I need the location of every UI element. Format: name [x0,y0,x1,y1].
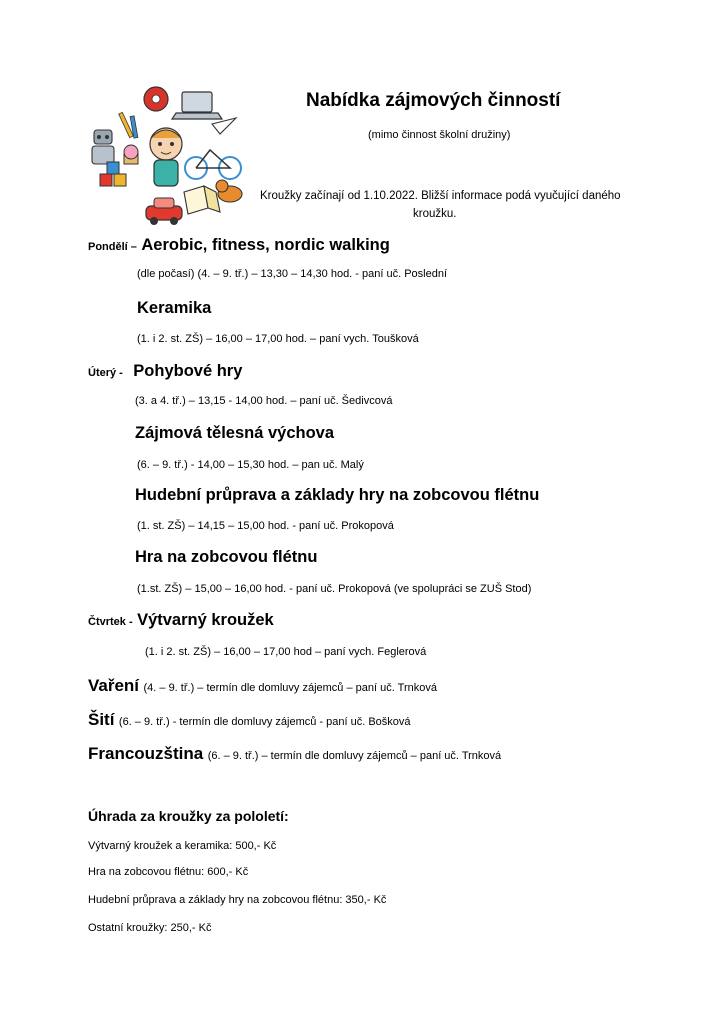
activity-detail: (6. – 9. tř.) – termín dle domluvy zájemců – paní uč. Trnková [207,750,502,762]
activity-title-ceramics: Keramika [137,299,212,317]
info-text-line2: kroužku. [413,208,457,220]
boy-icon [150,128,182,186]
activity-detail: (1. i 2. st. ZŠ) – 16,00 – 17,00 hod. – paní vych. Toušková [137,333,419,345]
page-title: Nabídka zájmových činností [306,90,561,111]
laptop-icon [172,92,222,119]
activity-sewing [88,710,411,730]
paper-plane-icon [212,118,236,134]
activity-detail: (3. a 4. tř.) – 13,15 - 14,00 hod. – paní uč. Šedivcová [135,395,393,407]
activity-games [88,362,242,381]
payment-line: Výtvarný kroužek a keramika: 500,- Kč [88,840,277,852]
activity-detail: (1. st. ZŠ) – 14,15 – 15,00 hod. - paní uč. Prokopová [137,520,394,532]
activity-title: Francouzština [88,744,204,763]
activity-detail: (1. i 2. st. ZŠ) – 16,00 – 17,00 hod – paní vych. Feglerová [145,646,427,658]
activity-french [88,744,501,764]
payment-line: Ostatní kroužky: 250,- Kč [88,922,212,934]
day-label-monday: Pondělí – [88,241,137,253]
dog-icon [216,180,242,202]
activity-title-music: Hudební průprava a základy hry na zobcovou flétnu [135,486,540,504]
activity-title: Výtvarný kroužek [137,611,274,629]
toys-illustration [84,82,254,232]
activity-detail: (6. – 9. tř.) - termín dle domluvy zájemců - paní uč. Bošková [118,716,411,728]
activity-title-pe: Zájmová tělesná výchova [135,424,335,442]
car-icon [146,198,182,225]
payment-heading: Úhrada za kroužky za pololetí: [88,808,289,824]
activity-aerobic [88,236,390,255]
payment-line: Hra na zobcovou flétnu: 600,- Kč [88,866,249,878]
blocks-icon [100,162,126,186]
pencils-icon [119,112,138,138]
day-label-thursday: Čtvrtek - [88,616,133,628]
activity-title: Šití [88,710,115,729]
activity-detail: (1.st. ZŠ) – 15,00 – 16,00 hod. - paní uč. Prokopová (ve spolupráci se ZUŠ Stod) [137,583,532,595]
bicycle-icon [185,150,241,179]
payment-line: Hudební průprava a základy hry na zobcovou flétnu: 350,- Kč [88,894,387,906]
book-icon [184,186,220,214]
activity-title-flute: Hra na zobcovou flétnu [135,548,318,566]
activity-art [88,611,274,630]
cupcake-icon [124,145,138,164]
activity-title: Aerobic, fitness, nordic walking [141,236,390,254]
activity-detail: (dle počasí) (4. – 9. tř.) – 13,30 – 14,30 hod. - paní uč. Poslední [137,268,448,280]
robot-icon [92,130,114,164]
activity-title: Pohybové hry [133,362,243,380]
page-subtitle: (mimo činnost školní družiny) [368,129,511,141]
activity-title: Vaření [88,676,140,695]
activity-cooking [88,676,437,696]
activity-detail: (6. – 9. tř.) - 14,00 – 15,30 hod. – pan uč. Malý [137,459,364,471]
activity-detail: (4. – 9. tř.) – termín dle domluvy zájemců – paní uč. Trnková [143,682,437,694]
ball-icon [144,87,168,111]
day-label-tuesday: Úterý - [88,367,123,379]
info-text-line1: Kroužky začínají od 1.10.2022. Bližší informace podá vyučující daného [260,190,621,202]
